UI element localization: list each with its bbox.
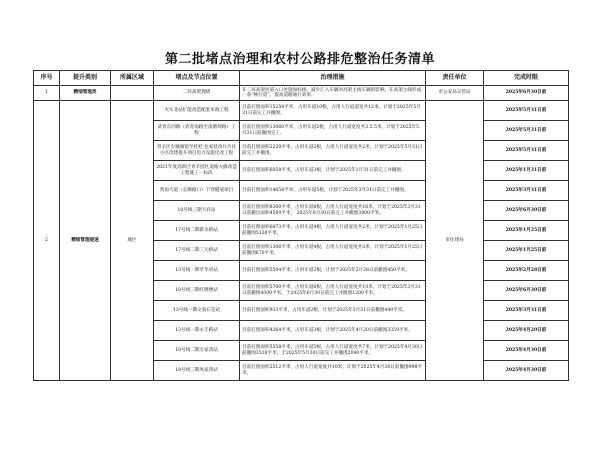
row-measure: 目前打围面积933平米，占用车道2根，计划于2025年3月31日前撤围449平米。 bbox=[240, 301, 426, 321]
row-deadline: 2025年6月30日前 bbox=[484, 86, 569, 101]
row-measure: 目前打围面积4264平米，占用车道3根，计划于2025年4月20日前撤围3359平米。 bbox=[240, 321, 426, 341]
row-deadline: 2025年4月20日前 bbox=[484, 321, 569, 341]
table-header-row bbox=[34, 71, 569, 86]
row-deadline: 2025年6月30日前 bbox=[484, 201, 569, 221]
row-deadline: 2025年1月31日前 bbox=[484, 161, 569, 181]
header-category: 提升类别 bbox=[60, 71, 111, 86]
row-deadline: 2025年4月30日前 bbox=[484, 341, 569, 361]
row-category: 精细管理类 bbox=[60, 86, 111, 101]
row-deadline: 2025年6月30日前 bbox=[484, 281, 569, 301]
header-unit: 责任单位 bbox=[426, 71, 484, 86]
row-location: 17号线二期三元桥站 bbox=[154, 241, 240, 261]
row-location: 13号线一期文翁石室站 bbox=[154, 301, 240, 321]
row-deadline: 2025年5月31日前 bbox=[484, 141, 569, 161]
row-deadline: 2025年2月28日前 bbox=[484, 261, 569, 281]
header-region: 所属区域 bbox=[111, 71, 154, 86]
row-location: 13号线一期永丰路站 bbox=[154, 321, 240, 341]
header-location: 堵点及节点位置 bbox=[154, 71, 240, 86]
page-title: 第二批堵点治理和农村公路排危整治任务清单 bbox=[164, 52, 435, 67]
row-measure: 目前打围面积8300平米，占用车道8根，占用人行道宽度共16米，计划于2025年3月31日前撤出面积4500平米， 2025年6月30日前完工并撤围3800平米。 bbox=[240, 201, 426, 221]
table-row bbox=[34, 101, 569, 121]
row-deadline: 2025年3月31日前 bbox=[484, 181, 569, 201]
row-location: 18号线三期凤家湾站 bbox=[154, 361, 240, 381]
group-no: 2 bbox=[34, 101, 60, 381]
row-location: 青羊区少城旗馆至桂桂·包家巷改片片住小区改建提升项目电力设施迁改工程 bbox=[154, 141, 240, 161]
header-deadline: 完成时限 bbox=[484, 71, 569, 86]
row-deadline: 2025年5月31日前 bbox=[484, 101, 569, 121]
row-deadline: 2025年3月31日前 bbox=[484, 301, 569, 321]
row-location: 10号线三期红牌楼站 bbox=[154, 281, 240, 301]
row-location: 17号线二期新水桥站 bbox=[154, 221, 240, 241]
row-location: 2021年度高新区青羊园区道路大修改造工程施工一标段 bbox=[154, 161, 240, 181]
row-measure: 目前打围面积15254平米，占用车道10根，占用人行道道宽共12米，计划于2025年5月31日前完工并撤围。 bbox=[240, 101, 426, 121]
row-measure: 在二环高架匝道入口处施加标线，减少汇入车辆对高架主线车辆的影响，在高架主线形成一条“畅行道”，提高道路通行效率。 bbox=[240, 86, 426, 101]
row-location: 剑南大道（长顺路口）下穿隧道项目 bbox=[154, 181, 240, 201]
row-location: 武青东四路（武青南路至南塘坝路）工程 bbox=[154, 121, 240, 141]
row-location: 火车北站扩能改造配套市政工程 bbox=[154, 101, 240, 121]
row-measure: 目前打围面积2220平米，占用车道2根，占用人行道宽度共2米，计划于2025年5月31日前完工并撤围。 bbox=[240, 141, 426, 161]
row-measure: 目前打围面积14654平米，占用车道5根，计划于2025年3月31日前完工并撤围。 bbox=[240, 181, 426, 201]
row-deadline: 2025年5月31日前 bbox=[484, 121, 569, 141]
row-measure: 目前打围面积5558平米，占用车道5根，占用人行道宽度共7米，计划于2025年4月30日前撤围3518平米，于2025年5月30日前完工并撤围2040平米。 bbox=[240, 341, 426, 361]
row-location: 二环高架拥堵 bbox=[154, 86, 240, 101]
row-location: 10号线三期天府站 bbox=[154, 201, 240, 221]
row-location: 13号线一期苹华府站 bbox=[154, 261, 240, 281]
task-table bbox=[33, 70, 569, 381]
row-deadline: 2025年1月25日前 bbox=[484, 241, 569, 261]
row-deadline: 2025年1月25日前 bbox=[484, 221, 569, 241]
header-no: 序号 bbox=[34, 71, 60, 86]
row-region bbox=[111, 86, 154, 101]
row-measure: 目前打围面积6058平米，占用车道3根，计划于2025年1月31日前完工并撤围。 bbox=[240, 161, 426, 181]
row-deadline: 2025年4月30日前 bbox=[484, 361, 569, 381]
row-measure: 目前打围面积5700平米，占用车道6根，占用人行道宽度共10米，计划于2025年3月31日前撤围4500平米，于2025年6月30日前完工并撤围1200平米。 bbox=[240, 281, 426, 301]
row-unit: 市公安局交管局 bbox=[426, 86, 484, 101]
table-row bbox=[34, 86, 569, 101]
row-measure: 目前打围面积13060平米，占用车道2根，占用人行道宽度共3.5.5米，计划于2025年5月31日前撤围完工。 bbox=[240, 121, 426, 141]
row-location: 10号线二期万家湾站 bbox=[154, 341, 240, 361]
row-measure: 目前打围面积2512平米，占用人行道宽度共10米，计划于2025年4月30日前撤围998平米。 bbox=[240, 361, 426, 381]
row-measure: 目前打围面积1306平米，占用车道4根，占用人行道宽度共3米，计划于2025年1月25日前撤围670平米。 bbox=[240, 241, 426, 261]
row-measure: 目前打围面积5504平米，占用车道2根，计划于2025年2月28日前撤围450平米。 bbox=[240, 261, 426, 281]
row-no: 1 bbox=[34, 86, 60, 101]
group-unit: 市住建局 bbox=[426, 101, 484, 381]
header-measure: 治理措施 bbox=[240, 71, 426, 86]
row-measure: 目前打围面积6073平米，占用车道4根，占用人行道宽度共2米，计划于2025年1月25日前撤围5138平米。 bbox=[240, 221, 426, 241]
group-region: 城区 bbox=[111, 101, 154, 381]
group-category: 精细管理提速 bbox=[60, 101, 111, 381]
